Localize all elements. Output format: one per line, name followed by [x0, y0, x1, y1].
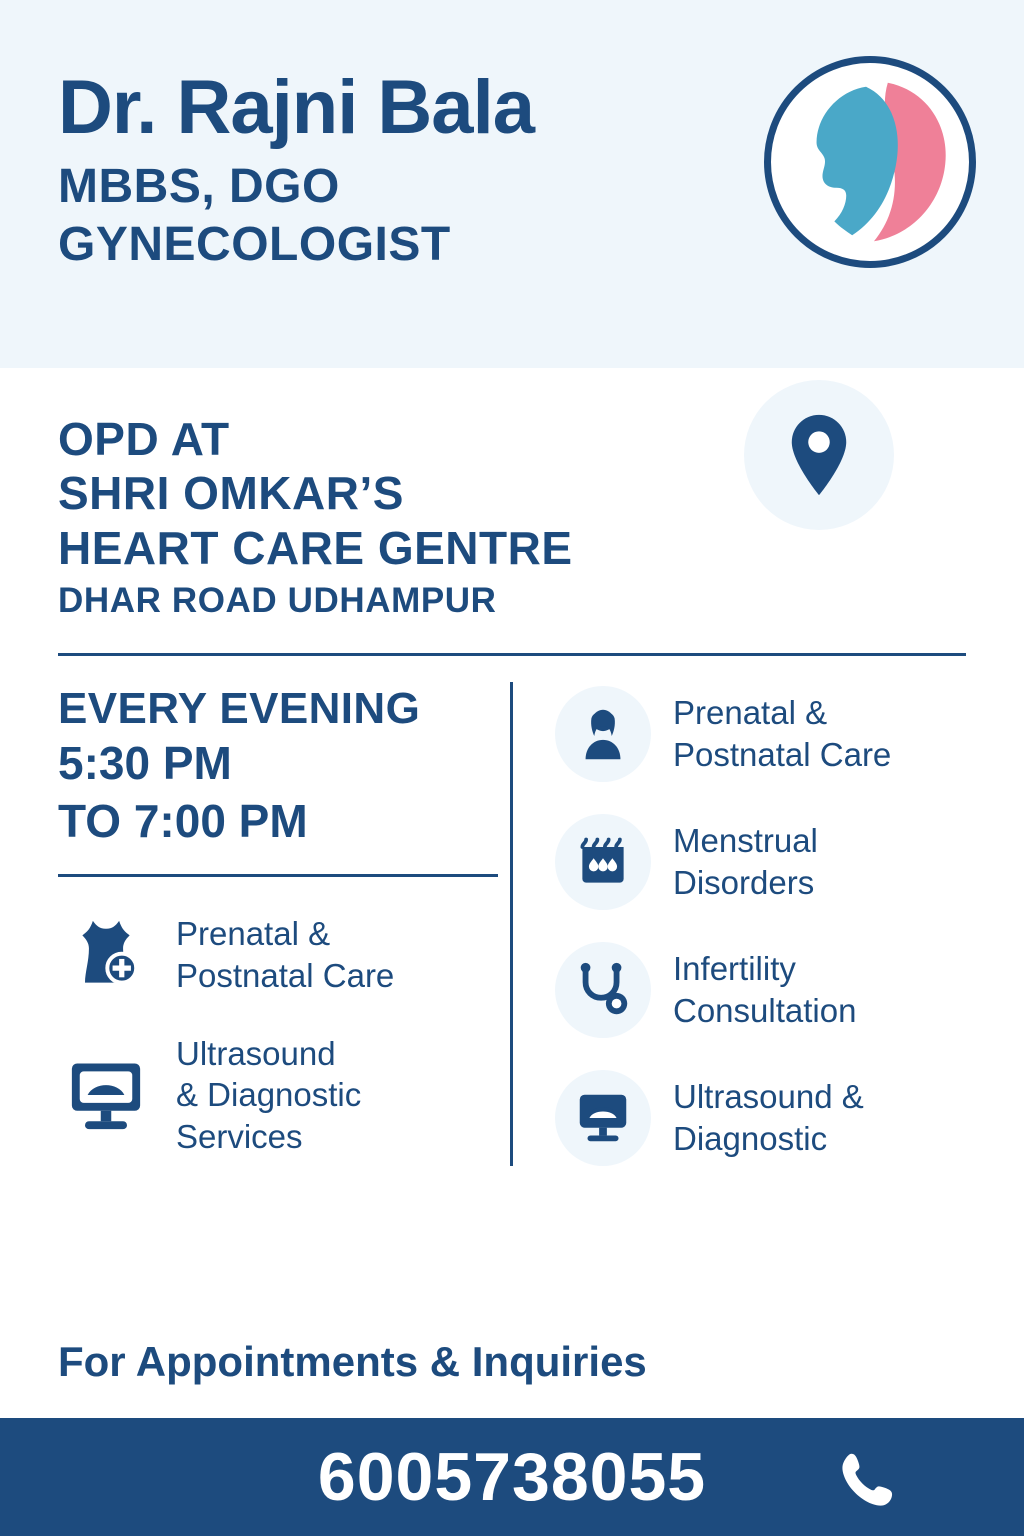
doctor-name: Dr. Rajni Bala: [58, 65, 534, 150]
pregnancy-dress-icon: [58, 907, 154, 1003]
phone-number[interactable]: 6005738055: [317, 1439, 707, 1515]
service-label-line-2: Consultation: [673, 991, 857, 1029]
service-label-line-1: Ultrasound: [176, 1034, 336, 1072]
service-item: [555, 1070, 966, 1166]
menstrual-calendar-icon: [555, 814, 651, 910]
timing-line-1: 5:30 PM: [58, 737, 232, 790]
service-label-line-3: Services: [176, 1117, 303, 1155]
service-label-line-1: Infertility: [673, 950, 796, 988]
service-label: [673, 948, 856, 1031]
service-label-line-1: Prenatal &: [673, 694, 828, 732]
divider-left: [58, 874, 498, 877]
service-label-line-1: Menstrual: [673, 822, 818, 860]
service-label-line-2: Postnatal Care: [176, 956, 395, 994]
clinic-block: [0, 368, 1024, 621]
clinic-address: DHAR ROAD UDHAMPUR: [58, 580, 497, 620]
service-label-line-2: Diagnostic: [673, 1119, 828, 1157]
service-item: [555, 686, 966, 782]
service-label-line-2: Disorders: [673, 863, 815, 901]
clinic-line-2: SHRI OMKAR’S: [58, 467, 404, 520]
woman-face-profile-logo-icon: [764, 56, 976, 268]
left-column: [58, 682, 510, 1166]
clinic-line-1: OPD AT: [58, 413, 230, 465]
divider-top: [58, 653, 966, 656]
pregnant-woman-icon: [555, 686, 651, 782]
middle-section: [0, 682, 1024, 1166]
service-label-line-1: Prenatal &: [176, 914, 331, 952]
service-label-line-2: Postnatal Care: [673, 735, 892, 773]
ultrasound-monitor-icon: [58, 1047, 154, 1143]
appointments-text: For Appointments & Inquiries: [58, 1338, 647, 1385]
service-label: [673, 820, 818, 903]
doctor-specialization: GYNECOLOGIST: [58, 217, 451, 271]
map-pin-icon: [783, 412, 855, 498]
right-column: [513, 682, 966, 1166]
service-label: [673, 1076, 864, 1159]
service-label: [673, 692, 891, 775]
service-label-line-1: Ultrasound &: [673, 1078, 864, 1116]
timing-heading: EVERY EVENING: [58, 683, 421, 733]
service-label: [176, 913, 394, 996]
doctor-qualification: MBBS, DGO: [58, 160, 340, 213]
service-label-line-2: & Diagnostic: [176, 1076, 362, 1114]
ultrasound-screen-icon: [555, 1070, 651, 1166]
service-item: [58, 907, 486, 1003]
timing-line-2: TO 7:00 PM: [58, 794, 308, 847]
phone-handset-icon: [832, 1446, 894, 1508]
service-item: [58, 1033, 486, 1158]
service-label: [176, 1033, 361, 1158]
service-item: [555, 814, 966, 910]
clinic-line-3: HEART CARE GENTRE: [58, 521, 573, 574]
stethoscope-icon: [555, 942, 651, 1038]
map-pin-badge: [744, 380, 894, 530]
service-item: [555, 942, 966, 1038]
header-band: [0, 0, 1024, 368]
phone-bar[interactable]: [0, 1418, 1024, 1536]
